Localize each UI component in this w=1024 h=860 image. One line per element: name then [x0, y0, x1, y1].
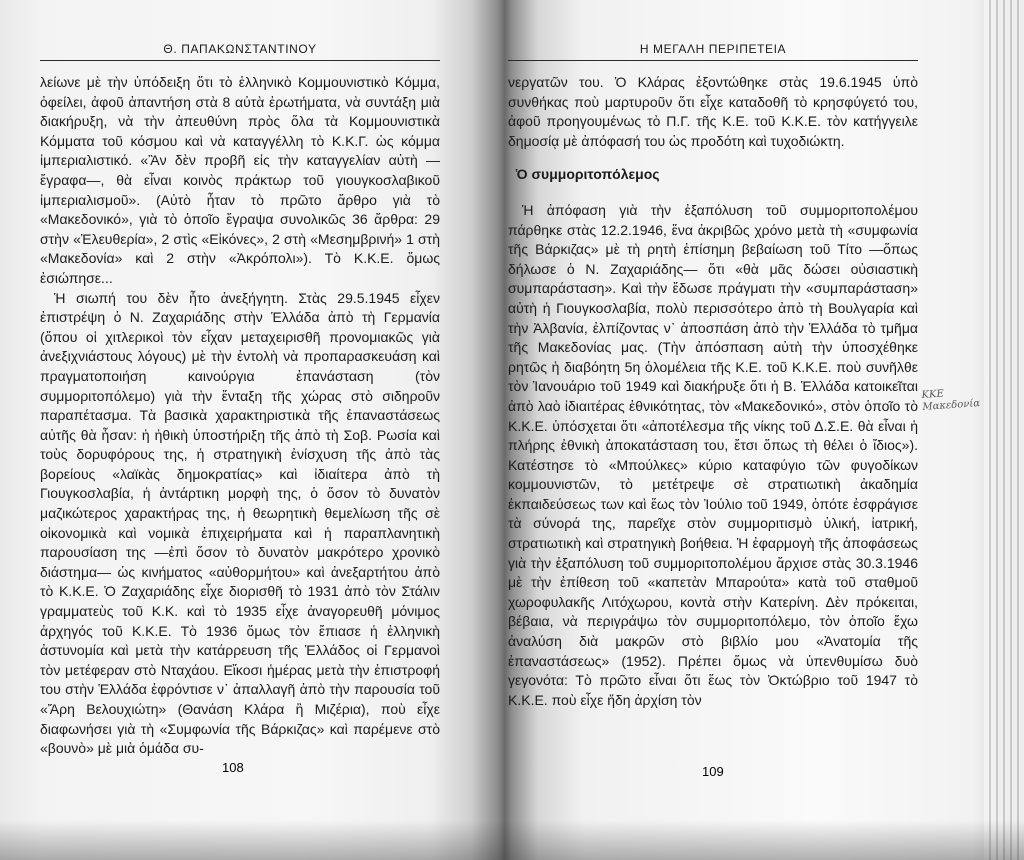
bottom-shadow	[0, 820, 1024, 860]
handwritten-margin-note	[921, 386, 980, 414]
right-paragraph-2: Ἡ ἀπόφαση γιὰ τὴν ἐξαπόλυση τοῦ συμμοριτοπολέμου πάρθηκε στὰς 12.2.1946, ἕνα ἀκριβῶς χρόνο μετὰ τὴ «συμφωνία τῆς Βάρκιζας» μὲ τὴ ρητὴ ἐπίσημη βεβαίωση τοῦ Τίτο —ὅπως δήλωσε ὁ Ν. Ζαχαριάδης— ὅτι «θὰ μᾶς δώσει οὐσιαστικὴ συμπαράσταση». Καὶ τὴν ἔδωσε πράγματι τὴν «συμπαράσταση» αὐτὴ ἡ Γιουγκοσλαβία, πολὺ περισσότερο ἀπὸ τὴ Βουλγαρία καὶ τὴν Ἀλβανία, ἐλπίζοντας ν᾽ ἀποσπάση ἀπὸ τὴν Ἑλλάδα τὸ τμῆμα τῆς Μακεδονίας μας. (Τὴν ἀπόσπαση αὐτὴ τὴν ὑποσχέθηκε ρητῶς ἡ διαβόητη 5η ὁλομέλεια τῆς Κ.Ε. τοῦ Κ.Κ.Ε. ποὺ συνῆλθε τὸν Ἰανουάριο τοῦ 1949 καὶ διακήρυξε ὅτι ἡ Β. Ἑλλάδα κατοικεῖται ἀπὸ λαὸ ἰδιαιτέρας ἐθνικότητας, τὸν «Μακεδονικό», στὸν ὁποῖο τὸ Κ.Κ.Ε. ὑπόσχεται ὅτι «ἀποτέλεσμα τῆς νίκης τοῦ Δ.Σ.Ε. θὰ εἶναι ἡ πλήρης ἐθνικὴ ἀποκατάσταση του, ἔτσι ὅπως τὴ θέλει ὁ ἴδιος»). Κατέστησε τὸ «Μπούλκες» κύριο καταφύγιο τῶν φυγοδίκων κομμουνιστῶν, τὸ μετέτρεψε σὲ στρατιωτικὴ ἀκαδημία ἐκπαιδεύσεως των καὶ ἕως τὸν Ἰούλιο τοῦ 1949, ὁπότε ἐσφράγισε τὰ σύνορά της, παρεῖχε στὸν συμμοριτισμὸ ὑλική, ἰατρική, στρατιωτικὴ καὶ στρατηγικὴ βοήθεια. Ἡ ἐφαρμογὴ τῆς ἀποφάσεως γιὰ τὴν ἐξαπόλυση τοῦ συμμοριτοπολέμου ἄρχισε στὰς 30.3.1946 μὲ τὴν ἐπίθεση τοῦ «καπετὰν Μπαρούτα» κατὰ τοῦ σταθμοῦ χωροφυλακῆς Λιτόχωρου, κοντὰ στὴν Κατερίνη. Δὲν πρόκειται, βέβαια, νὰ περιγράψω τὸν συμμοριτοπόλεμο, τὸν ὁποῖο ἔχω ἀναλύση διὰ μακρῶν στὸ βιβλίο μου «Ἀνατομία τῆς ἐπαναστάσεως» (1952). Πρέπει ὅμως νὰ ὑπενθυμίσω δυὸ γεγονότα: Τὸ πρῶτο εἶναι ὅτι ἕως τὸν Ὀκτώβριο τοῦ 1947 τὸ Κ.Κ.Ε. ποὺ εἶχε ἤδη ἀρχίση τὸν	[508, 201, 918, 708]
left-page-body	[40, 73, 440, 759]
left-page-number: 108	[222, 760, 244, 775]
left-running-header: Θ. ΠΑΠΑΚΩΝΣΤΑΝΤΙΝΟΥ	[40, 42, 440, 61]
margin-note-line-1: ΚΚΕ	[921, 388, 945, 402]
left-paragraph-1: λείωνε μὲ τὴν ὑπόδειξη ὅτι τὸ ἑλληνικὸ Κομμουνιστικὸ Κόμμα, ὀφείλει, ἀφοῦ ἀπαντήση στὰ 8 αὐτὰ ἐρωτήματα, νὰ συντάξη μιὰ διακήρυξη, νὰ τὴν ἀπευθύνη πρὸς ὅλα τὰ Κομμουνιστικὰ Κόμματα τοῦ κόσμου καὶ νὰ καταγγέλλη τὸ Κ.Κ.Γ. ὡς κόμμα ἰμπεριαλιστικό. «Ἂν δὲν προβῆ εἰς τὴν καταγγελίαν αὐτὴ —ἔγραφα—, θὰ εἶναι κοινὸς πράκτωρ τοῦ γιουγκοσλαβικοῦ ἰμπεριαλισμοῦ». (Αὐτὸ ἦταν τὸ πρῶτο ἄρθρο γιὰ τὸ «Μακεδονικό», γιὰ τὸ ὁποῖο ἔγραψα συνολικῶς 36 ἄρθρα: 29 στὴν «Ἐλευθερία», 2 στὶς «Εἰκόνες», 2 στὴ «Μεσημβρινή» 1 στὴ «Μακεδονία» καὶ 2 στὴν «Ἀκρόπολι»). Τὸ Κ.Κ.Ε. ὅμως ἐσιώπησε...	[40, 74, 440, 286]
right-page-number: 109	[702, 764, 724, 779]
section-title: Ὁ συμμοριτοπόλεμος	[516, 166, 660, 183]
page-edges	[984, 0, 1024, 860]
right-page	[508, 42, 918, 710]
right-running-header: Η ΜΕΓΑΛΗ ΠΕΡΙΠΕΤΕΙΑ	[508, 42, 918, 61]
right-paragraph-1: νεργατῶν του. Ὁ Κλάρας ἐξοντώθηκε στὰς 19.6.1945 ὑπὸ συνθήκας ποὺ μαρτυροῦν ὅτι εἶχε καταδοθῆ τὸ κρησφύγετό του, ἀφοῦ προηγουμένως τὸ Π.Γ. τῆς Κ.Ε. τοῦ Κ.Κ.Ε. τὸν κατήγγειλε δημοσίᾳ μὲ ἀπόφασή του ὡς προδότη καὶ τυχοδιώκτη.	[508, 74, 918, 149]
left-page	[40, 42, 440, 759]
right-page-body	[508, 73, 918, 710]
left-paragraph-2: Ἡ σιωπή του δὲν ἦτο ἀνεξήγητη. Στὰς 29.5.1945 εἶχεν ἐπιστρέψη ὁ Ν. Ζαχαριάδης στὴν Ἑλλάδα ἀπὸ τὴ Γερμανία (ὅπου οἱ χιτλερικοὶ τὸν εἶχαν μεταχειρισθῆ προνομιακῶς γιὰ ἀνεξιχνιάστους λόγους) μὲ τὴν ἐντολὴ νὰ προπαρασκευάση καὶ πραγματοποιήση καινούργια ἐπανάσταση (τὸν συμμοριτοπόλεμο) γιὰ τὴν ἔνταξη τῆς χώρας στὸ σιδηροῦν παραπέτασμα. Τὰ βασικὰ χαρακτηριστικὰ τῆς ἐπαναστάσεως αὐτῆς θὰ ἦσαν: ἡ ἠθικὴ ὑποστήριξη τῆς ἀπὸ τὴ Σοβ. Ρωσία καὶ τοὺς δορυφόρους της, ἡ στρατηγικὴ ἐνίσχυση τῆς ἀπὸ τὰς βορείους «λαϊκὰς δημοκρατίας» καὶ ἰδιαίτερα ἀπὸ τὴ Γιουγκοσλαβία, ἡ ἀντάρτικη μορφὴ της, ὁ ὅσον τὸ δυνατὸν μαζικώτερος χαρακτήρας της, ἡ θεωρητικὴ θεμελίωση τῆς σὲ οἰκονομικὰ καὶ νομικὰ ἐπιχειρήματα καὶ ἡ παραπλανητικὴ παρουσίαση της —ἐπὶ ὅσον τὸ δυνατὸν μακρότερο χρονικὸ διάστημα— ὡς κινήματος «αὐθορμήτου» καὶ ἀνεξαρτήτου ἀπὸ τὸ Κ.Κ.Ε. Ὁ Ζαχαριάδης εἶχε διορισθῆ τὸ 1931 ἀπὸ τὸν Στάλιν γραμματεὺς τοῦ Κ.Κ. καὶ τὸ 1935 εἶχε ἀναγορευθῆ μόνιμος ἀρχηγός τοῦ Κ.Κ.Ε. Τὸ 1936 ὅμως τὸν ἔπιασε ἡ ἑλληνικὴ ἀστυνομία καὶ μετὰ τὴν κατάρρευση τῆς Ἑλλάδος οἱ Γερμανοὶ τὸν μετέφεραν στὸ Νταχάου. Εἴκοσι ἡμέρας μετὰ τὴν ἐπιστροφή του στὴν Ἑλλάδα ἐφρόντισε ν᾽ ἀπαλλαγῆ ἀπὸ τὴν παρουσία τοῦ «Ἄρη Βελουχιώτη» (Θανάση Κλάρα ἢ Μιζέρια), ποὺ εἶχε διαφωνήσει γιὰ τὴ «Συμφωνία τῆς Βάρκιζας» καὶ παρέμενε στὸ «βουνὸ» μὲ μιὰ ὁμάδα συ-	[40, 289, 440, 757]
margin-note-line-2: Μακεδονία	[922, 397, 981, 413]
